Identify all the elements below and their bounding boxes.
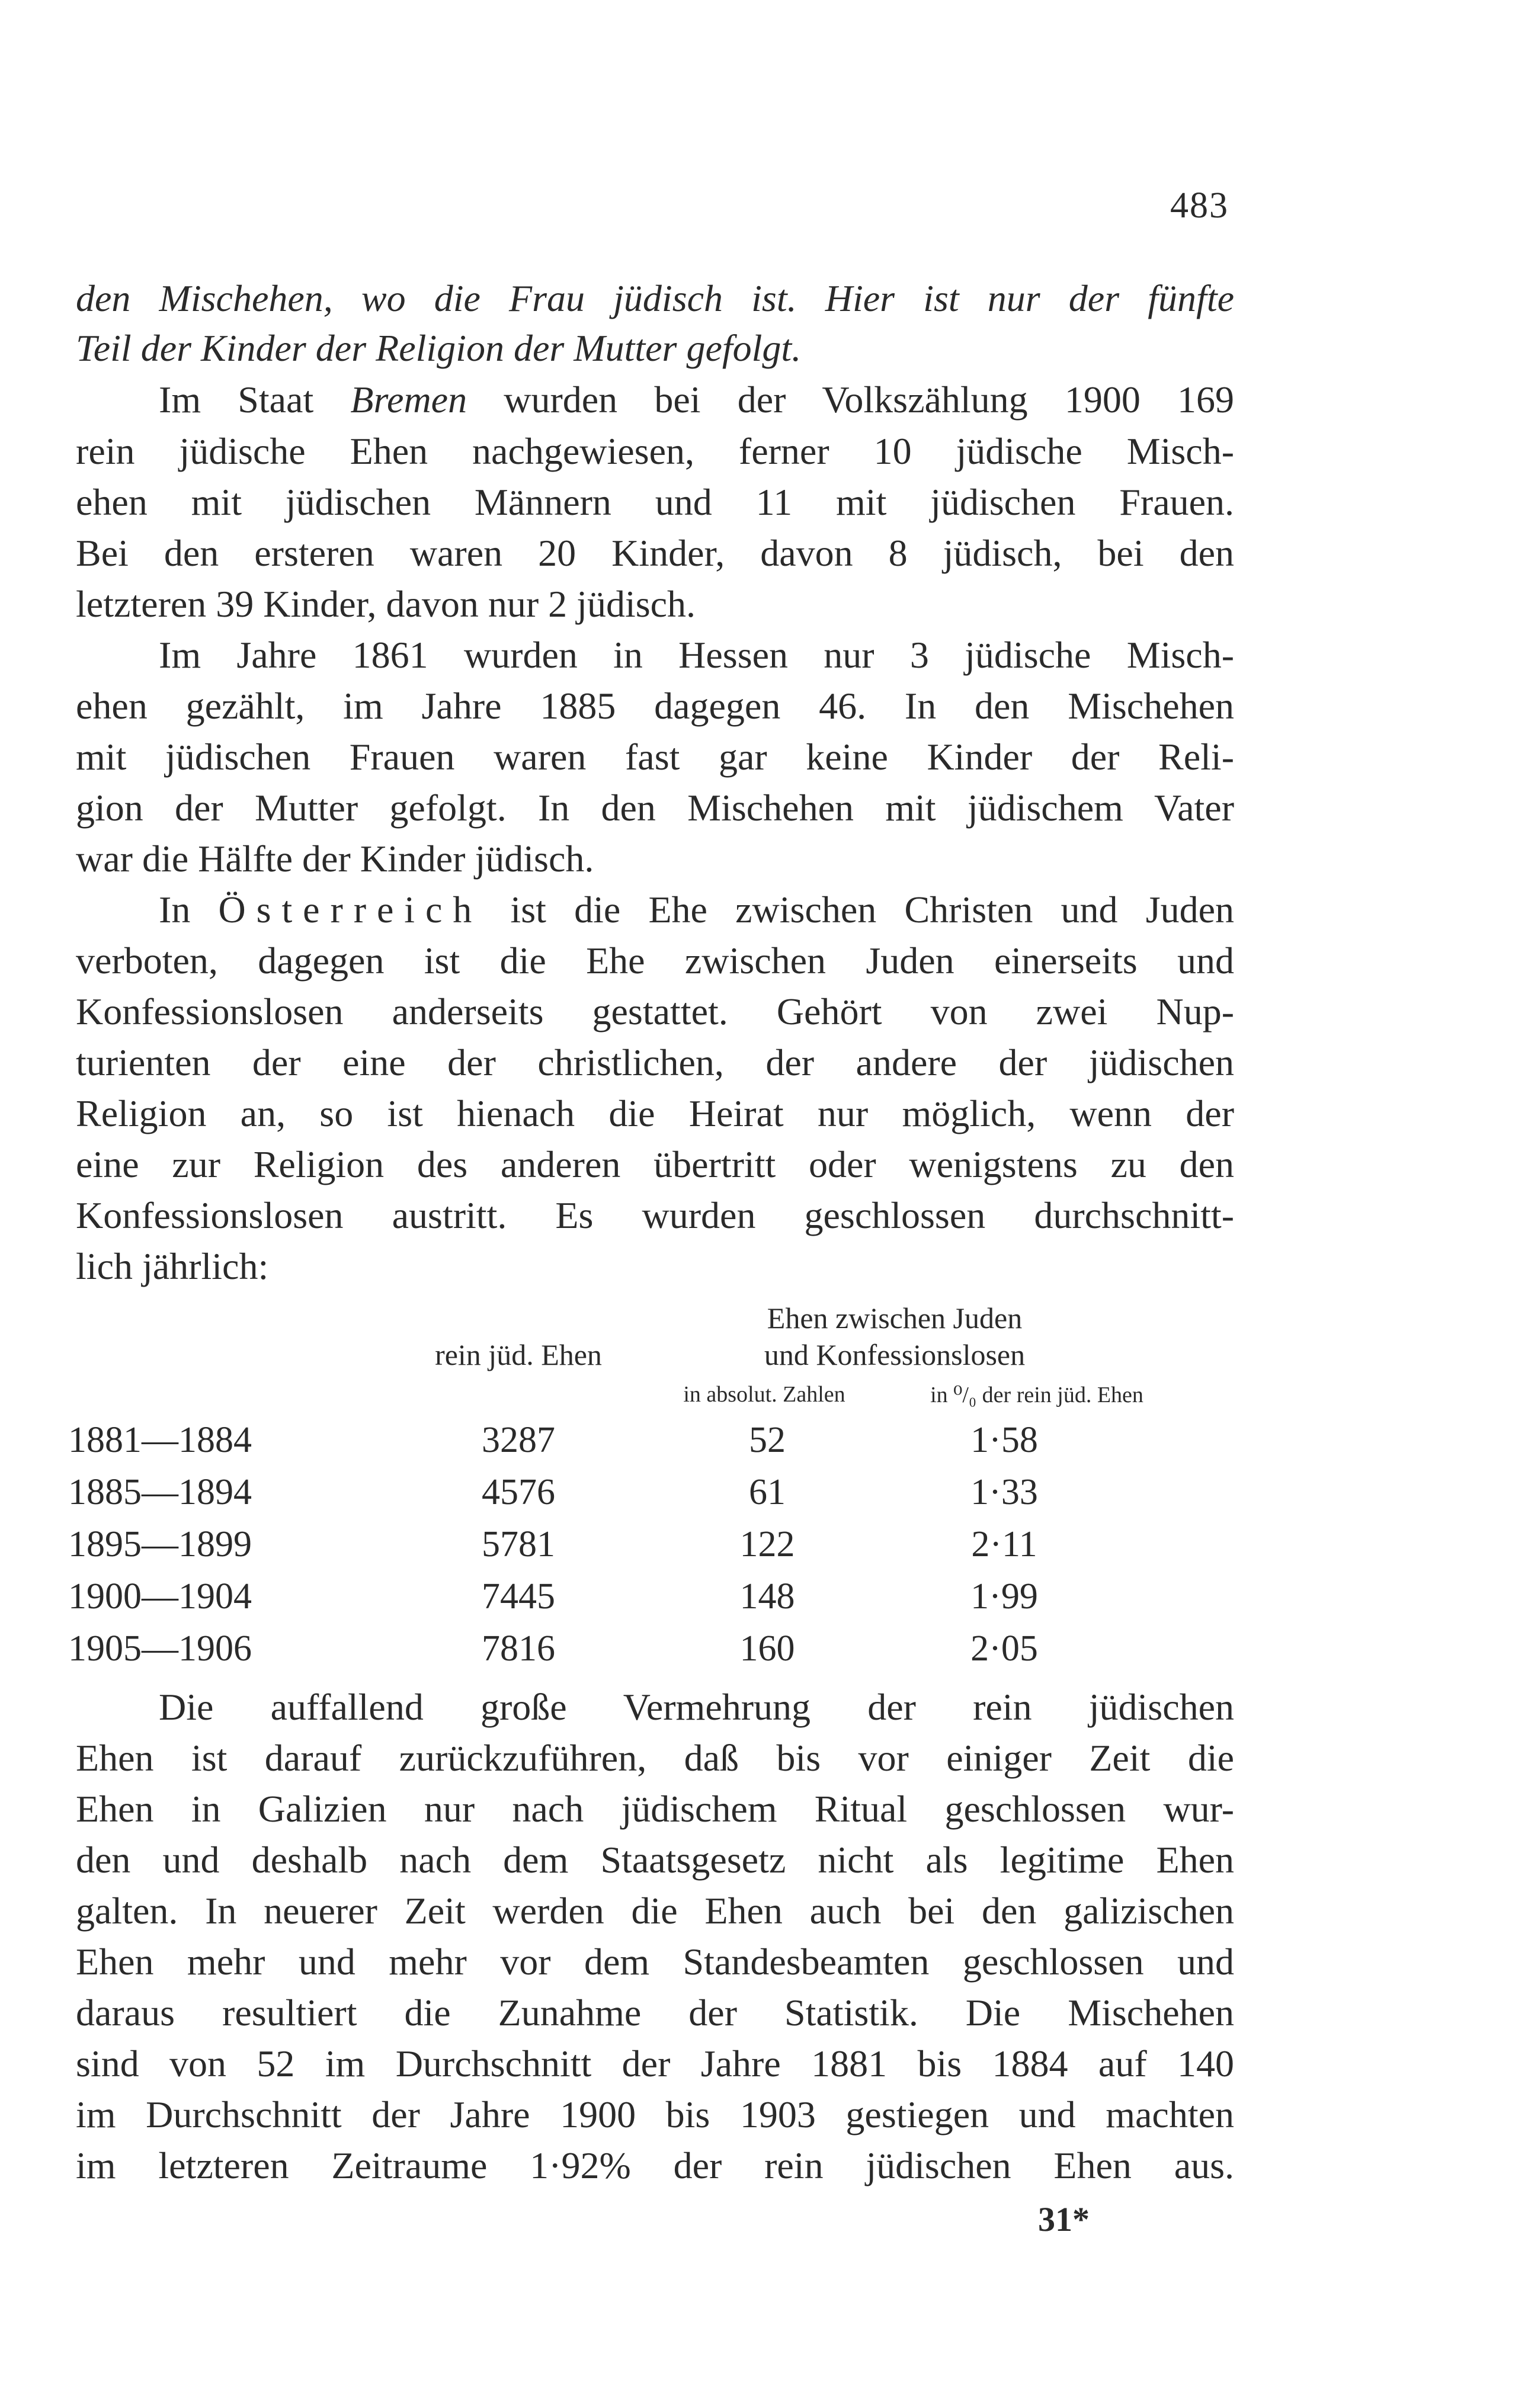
column-header-rein: rein jüd. Ehen	[435, 1338, 602, 1371]
spaced-country-name: Österreich	[218, 889, 483, 931]
page-number: 483	[1170, 185, 1229, 226]
column-group-header: Ehen zwischen Juden	[767, 1301, 1023, 1335]
text-line	[159, 375, 1234, 425]
column-group-header: und Konfessionslosen	[764, 1338, 1026, 1371]
text-span: wurden bei der Volkszählung 1900 169	[467, 379, 1235, 421]
cell-period: 1881—1884	[68, 1420, 252, 1460]
text-span: In	[159, 889, 219, 931]
cell-absolute: 148	[739, 1576, 795, 1617]
text-line: Die auffallend große Vermehrung der rein jüdischen	[159, 1686, 1234, 1728]
text-line: im Durchschnitt der Jahre 1900 bis 1903 gestiegen und machten	[76, 2093, 1234, 2136]
cell-rein: 3287	[482, 1420, 555, 1460]
text-line	[159, 885, 1234, 935]
text-line: verboten, dagegen ist die Ehe zwischen Juden einerseits und	[76, 940, 1234, 982]
cell-percent: 1·58	[970, 1420, 1038, 1460]
cell-period: 1900—1904	[68, 1576, 252, 1617]
text-line: daraus resultiert die Zunahme der Statistik. Die Mischehen	[76, 1992, 1234, 2034]
text-line: rein jüdische Ehen nachgewiesen, ferner 10 jüdische Misch-	[76, 430, 1234, 472]
column-header-absolute: in absolut. Zahlen	[683, 1382, 845, 1407]
text-line: eine zur Religion des anderen übertritt oder wenigstens zu den	[76, 1143, 1234, 1185]
cell-rein: 4576	[482, 1472, 555, 1512]
text-line: ehen mit jüdischen Männern und 11 mit jüdischen Frauen.	[76, 481, 1234, 523]
cell-absolute: 122	[739, 1524, 795, 1564]
cell-rein: 7816	[482, 1628, 555, 1669]
text-span: Im Staat	[159, 379, 351, 421]
text-line: den und deshalb nach dem Staatsgesetz nicht als legitime Ehen	[76, 1839, 1234, 1881]
cell-rein: 7445	[482, 1576, 555, 1617]
text-line: letzteren 39 Kinder, davon nur 2 jüdisch.	[76, 583, 696, 625]
text-line: galten. In neuerer Zeit werden die Ehen auch bei den galizischen	[76, 1890, 1234, 1932]
cell-percent: 2·11	[971, 1524, 1037, 1564]
text-line: Bei den ersteren waren 20 Kinder, davon 8 jüdisch, bei den	[76, 532, 1234, 574]
cell-rein: 5781	[482, 1524, 555, 1564]
text-line: Ehen ist darauf zurückzuführen, daß bis vor einiger Zeit die	[76, 1737, 1234, 1779]
cell-percent: 1·99	[970, 1576, 1038, 1617]
place-name: Bremen	[350, 379, 467, 421]
cell-absolute: 52	[749, 1420, 786, 1460]
text-line: Konfessionslosen austritt. Es wurden geschlossen durchschnitt-	[76, 1194, 1234, 1236]
cell-period: 1905—1906	[68, 1628, 252, 1669]
text-line: im letzteren Zeitraume 1·92% der rein jüdischen Ehen aus.	[76, 2144, 1234, 2186]
text-line: war die Hälfte der Kinder jüdisch.	[76, 838, 594, 880]
text-line: Konfessionslosen anderseits gestattet. Gehört von zwei Nup-	[76, 990, 1234, 1033]
text-line: Im Jahre 1861 wurden in Hessen nur 3 jüdische Misch-	[159, 634, 1234, 676]
text-span: ist die Ehe zwischen Christen und Juden	[482, 889, 1235, 931]
cell-percent: 2·05	[970, 1628, 1038, 1669]
text-line: turienten der eine der christlichen, der andere der jüdischen	[76, 1041, 1234, 1083]
cell-percent: 1·33	[970, 1472, 1038, 1512]
column-header-percent: in ⁰/₀ der rein jüd. Ehen	[930, 1383, 1143, 1407]
text-line: sind von 52 im Durchschnitt der Jahre 1881 bis 1884 auf 140	[76, 2043, 1234, 2085]
cell-period: 1895—1899	[68, 1524, 252, 1564]
text-line: Teil der Kinder der Religion der Mutter gefolgt.	[76, 327, 802, 369]
text-line: gion der Mutter gefolgt. In den Mischehen mit jüdischem Vater	[76, 787, 1234, 829]
cell-absolute: 160	[739, 1628, 795, 1669]
text-line: ehen gezählt, im Jahre 1885 dagegen 46. In den Mischehen	[76, 685, 1234, 727]
text-line: Ehen mehr und mehr vor dem Standesbeamten geschlossen und	[76, 1941, 1234, 1983]
text-line: mit jüdischen Frauen waren fast gar keine Kinder der Reli-	[76, 736, 1234, 778]
text-line: den Mischehen, wo die Frau jüdisch ist. Hier ist nur der fünfte	[76, 277, 1234, 319]
cell-period: 1885—1894	[68, 1472, 252, 1512]
text-line: Ehen in Galizien nur nach jüdischem Ritual geschlossen wur-	[76, 1788, 1234, 1830]
cell-absolute: 61	[749, 1472, 786, 1512]
text-line: lich jährlich:	[76, 1245, 269, 1287]
signature-mark: 31*	[1038, 2200, 1090, 2239]
text-line: Religion an, so ist hienach die Heirat nur möglich, wenn der	[76, 1092, 1234, 1134]
